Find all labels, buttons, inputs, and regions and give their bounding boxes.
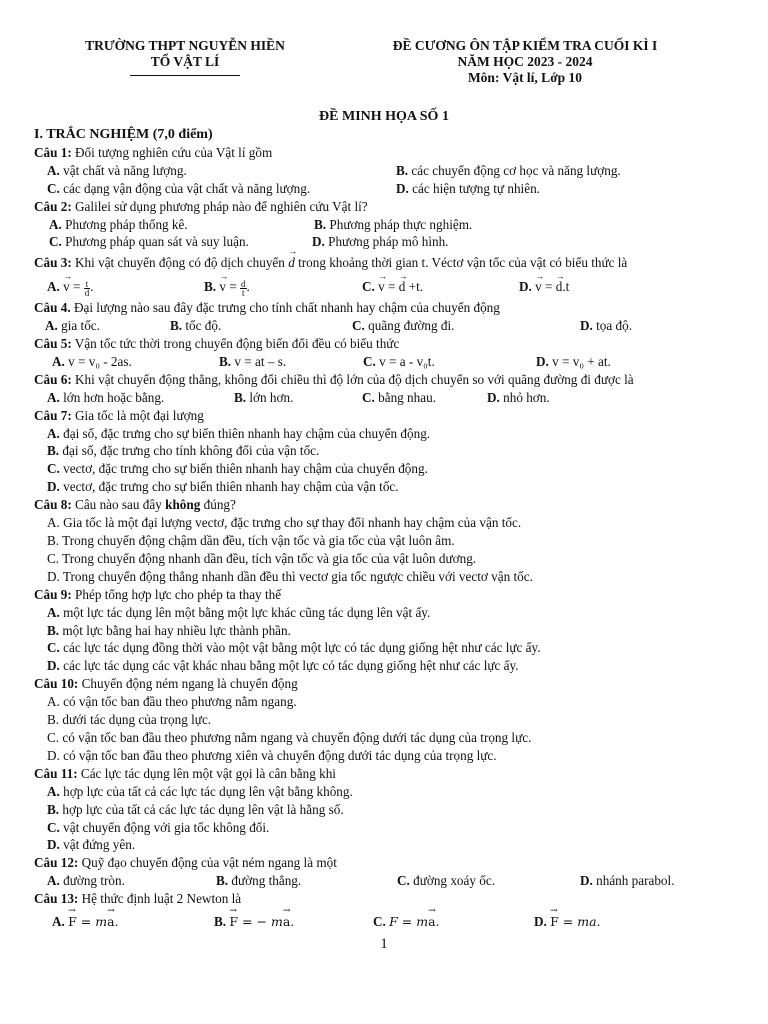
option-b (234, 389, 293, 407)
exam-title: ĐỀ MINH HỌA SỐ 1 (319, 109, 449, 124)
option-row (34, 910, 734, 934)
question (34, 371, 734, 389)
question-number: Câu 11: (34, 765, 78, 781)
option-d (536, 353, 611, 371)
option-label: A. (47, 694, 64, 710)
option-a (49, 216, 188, 234)
option-label: A. (47, 515, 64, 531)
option-label: A. (52, 353, 69, 369)
option-label: D. (47, 658, 64, 674)
question (34, 890, 734, 908)
option-label: A. (49, 216, 66, 232)
numerator: d (241, 278, 246, 289)
option-a (34, 604, 734, 622)
option-c (362, 389, 436, 407)
option-text: Gia tốc là một đại lượng vectơ, đặc trưng cho sự thay đổi nhanh hay chậm của vận tốc. (63, 515, 522, 531)
option-text: +t. (405, 279, 424, 295)
velocity-symbol: → v (535, 278, 542, 296)
option-b (314, 216, 472, 234)
option-text: . (114, 914, 119, 930)
option-label: B. (216, 873, 232, 889)
question-text-cont: đúng? (200, 497, 236, 513)
option-text: v = at – s. (234, 353, 287, 369)
page-number: 1 (380, 936, 388, 952)
option-d (396, 180, 540, 198)
option-label: B. (314, 216, 330, 232)
option-label: D. (47, 747, 64, 763)
option-label: B. (396, 162, 412, 178)
option-label: C. (373, 914, 390, 930)
question (34, 144, 734, 162)
option-label: B. (204, 279, 220, 295)
option-text: dưới tác dụng của trọng lực. (62, 712, 212, 728)
option-d (34, 478, 734, 496)
question-text: Galilei sử dụng phương pháp nào để nghiên cứu Vật lí? (71, 198, 368, 214)
option-text: F = m (389, 914, 429, 930)
velocity-symbol: → v (219, 278, 226, 296)
question-number: Câu 4. (34, 300, 71, 316)
option-text: đại số, đặc trưng cho tính không đổi của vận tốc. (62, 443, 320, 459)
option-text: = (225, 279, 241, 295)
option-text: Trong chuyển động chậm dần đều, tích vận tốc và gia tốc của vật luôn âm. (62, 533, 455, 549)
option-text: vectơ, đặc trưng cho sự biến thiên nhanh hay chậm của chuyển động. (63, 461, 428, 477)
question (34, 335, 734, 353)
option-label: B. (234, 389, 250, 405)
question (34, 407, 734, 425)
header-right (335, 38, 715, 86)
option-label: C. (47, 640, 64, 656)
option-c (352, 317, 454, 335)
option-text: . (246, 279, 250, 295)
option-c (34, 460, 734, 478)
option-a (34, 783, 734, 801)
section-heading: I. TRẮC NGHIỆM (7,0 điểm) (34, 127, 213, 142)
question-text: Phép tổng hợp lực cho phép ta thay thế (71, 586, 282, 602)
question-text: Chuyển động ném ngang là chuyển động (78, 676, 298, 692)
option-label: B. (47, 712, 63, 728)
option-text: tốc độ. (185, 318, 222, 334)
option-c (34, 819, 734, 837)
option-label: B. (47, 801, 63, 817)
option-label: D. (312, 234, 329, 250)
question (34, 496, 734, 514)
option-row (34, 317, 734, 335)
option-a (34, 514, 734, 532)
option-label: C. (362, 279, 379, 295)
question-number: Câu 7: (34, 407, 72, 423)
velocity-symbol: → v (378, 278, 385, 296)
option-c (362, 278, 423, 296)
option-label: D. (396, 180, 413, 196)
option-label: C. (397, 873, 414, 889)
option-text: . (290, 914, 295, 930)
option-d (34, 568, 734, 586)
option-a (34, 693, 734, 711)
option-label: A. (47, 873, 64, 889)
option-label: C. (47, 819, 64, 835)
question (34, 586, 734, 604)
option-text: Trong chuyển động nhanh dần đều, tích vận tốc và gia tốc của vật luôn dương. (62, 550, 477, 566)
option-b (34, 801, 734, 819)
option-text: . (90, 279, 94, 295)
department-name: TỔ VẬT LÍ (150, 54, 220, 69)
option-label: B. (47, 443, 63, 459)
option-label: D. (534, 914, 551, 930)
option-a (47, 278, 94, 296)
option-text: vật chất và năng lượng. (63, 162, 187, 178)
question-text: Gia tốc là một đại lượng (71, 407, 204, 423)
option-a (52, 353, 132, 371)
option-text: Phương pháp quan sát và suy luận. (65, 234, 249, 250)
option-text: các chuyển động cơ học và năng lượng. (411, 162, 621, 178)
option-label: D. (47, 479, 64, 495)
option-b (216, 872, 301, 890)
option-text: = (384, 279, 399, 295)
option-text: nhỏ hơn. (503, 389, 550, 405)
question (34, 854, 734, 872)
option-a (45, 317, 100, 335)
question (34, 675, 734, 693)
question (34, 198, 734, 216)
option-label: C. (49, 234, 66, 250)
option-text: các hiện tượng tự nhiên. (412, 180, 540, 196)
question-number: Câu 12: (34, 855, 79, 871)
option-d (487, 389, 550, 407)
option-a (47, 389, 164, 407)
option-c (373, 913, 440, 931)
option-text: vectơ, đặc trưng cho sự biến thiên nhanh hay chậm của vận tốc. (63, 479, 399, 495)
acceleration-symbol: → a (283, 913, 290, 931)
option-label: A. (47, 279, 64, 295)
document-title: ĐỀ CƯƠNG ÔN TẬP KIỂM TRA CUỐI KÌ I (392, 38, 658, 53)
option-d (580, 872, 675, 890)
option-label: D. (47, 837, 64, 853)
denominator: t (242, 287, 245, 298)
option-b (34, 442, 734, 460)
option-text: nhánh parabol. (596, 873, 675, 889)
option-text: một lực bằng hai hay nhiều lực thành phần. (62, 622, 291, 638)
question-text: Đại lượng nào sau đây đặc trưng cho tính chất nhanh hay chậm của chuyển động (70, 300, 500, 316)
option-label: C. (47, 729, 63, 745)
question-text: Khi vật chuyển động thẳng, không đổi chiều thì độ lớn của độ dịch chuyển so với quãng đường đi được là (71, 371, 634, 387)
force-symbol: → F (550, 913, 559, 931)
numerator: t (85, 278, 89, 289)
subject-line: Môn: Vật lí, Lớp 10 (467, 70, 583, 85)
option-label: B. (170, 318, 186, 334)
option-text: bằng nhau. (378, 389, 436, 405)
acceleration-symbol: → a (107, 913, 114, 931)
option-label: C. (47, 550, 63, 566)
option-text: có vận tốc ban đầu theo phương xiên và chuyển động dưới tác dụng của trọng lực. (63, 747, 497, 763)
question-number: Câu 10: (34, 676, 79, 692)
displacement-vector-symbol: → d (288, 254, 295, 272)
option-label: D. (487, 389, 504, 405)
option-label: A. (47, 162, 64, 178)
option-d (34, 747, 734, 765)
question-text: Quỹ đạo chuyển động của vật ném ngang là một (78, 855, 337, 871)
option-c (49, 233, 249, 251)
option-text: Phương pháp mô hình. (328, 234, 449, 250)
option-text: v = v₀ + at. (552, 353, 611, 369)
acceleration-symbol: → a (428, 913, 435, 931)
option-text: Phương pháp thống kê. (65, 216, 188, 232)
question-text: Đối tượng nghiên cứu của Vật lí gồm (71, 145, 273, 160)
denominator: d (84, 287, 90, 298)
question-number: Câu 3: (34, 255, 72, 271)
option-text: đường tròn. (63, 873, 125, 889)
option-text: các dạng vận động của vật chất và năng lượng. (63, 180, 311, 196)
option-label: B. (214, 914, 230, 930)
option-label: B. (47, 533, 63, 549)
question (34, 299, 734, 317)
option-text: = m (76, 914, 108, 930)
option-text: các lực tác dụng đồng thời vào một vật bằng một lực có tác dụng giống hệt như các lực ấy. (63, 640, 541, 656)
option-c (47, 180, 310, 198)
option-label: B. (47, 622, 63, 638)
question-text: Câu nào sau đây (71, 497, 166, 513)
option-text: có vận tốc ban đầu theo phương nằm ngang và chuyển động dưới tác dụng của trọng lực. (62, 729, 532, 745)
option-text: tọa độ. (596, 318, 633, 334)
question-text: Các lực tác dụng lên một vật gọi là cân bằng khi (77, 765, 336, 781)
option-row (34, 180, 734, 198)
question-number: Câu 5: (34, 336, 72, 352)
option-text: hợp lực của tất cả các lực tác dụng lên vật bằng không. (63, 783, 353, 799)
option-d (34, 657, 734, 675)
force-symbol: → F (68, 913, 77, 931)
option-text: Trong chuyển động thẳng nhanh dần đều thì vectơ gia tốc ngược chiều với vectơ vận tốc. (62, 568, 533, 584)
option-text: vật đứng yên. (63, 837, 136, 853)
option-c (34, 550, 734, 568)
option-a (47, 162, 187, 180)
option-text: đường xoáy ốc. (413, 873, 495, 889)
school-year: NĂM HỌC 2023 - 2024 (457, 54, 593, 69)
option-label: B. (219, 353, 235, 369)
option-text: Phương pháp thực nghiệm. (329, 216, 473, 232)
question-number: Câu 8: (34, 497, 72, 513)
question-number: Câu 9: (34, 586, 72, 602)
question-text: Hệ thức định luật 2 Newton là (78, 891, 242, 907)
question-emphasis: không (165, 497, 201, 513)
option-label: D. (536, 353, 553, 369)
question-number: Câu 1: (34, 145, 72, 160)
option-label: C. (47, 461, 64, 477)
option-text: .t (562, 279, 570, 295)
displacement-symbol: → d (556, 278, 563, 296)
option-label: C. (352, 318, 369, 334)
question-text-cont: trong khoảng thời gian t. Véctơ vận tốc của vật có biểu thức là (294, 255, 628, 271)
option-a (47, 872, 125, 890)
option-c (363, 353, 435, 371)
option-text: đại số, đặc trưng cho sự biến thiên nhanh hay chậm của chuyển động. (63, 425, 431, 441)
option-label: A. (47, 389, 64, 405)
velocity-symbol: → v (63, 278, 70, 296)
displacement-symbol: → d (399, 278, 406, 296)
option-text: hợp lực của tất cả các lực tác dụng lên vật là hằng số. (62, 801, 344, 817)
option-text: = ma. (558, 914, 601, 930)
option-label: C. (47, 180, 64, 196)
option-b (219, 353, 286, 371)
option-label: D. (580, 318, 597, 334)
option-b (34, 622, 734, 640)
option-text: vật chuyển động với gia tốc không đổi. (63, 819, 270, 835)
header-left (60, 38, 310, 76)
option-c (34, 639, 734, 657)
option-c (34, 729, 734, 747)
option-text: một lực tác dụng lên một bằng một lực khác cũng tác dụng lên vật ấy. (63, 604, 431, 620)
option-text: các lực tác dụng các vật khác nhau bằng một lực có tác dụng giống hệt như các lực ấy. (63, 658, 519, 674)
option-b (214, 913, 294, 931)
option-text: . (435, 914, 440, 930)
option-d (34, 836, 734, 854)
option-row (34, 389, 734, 407)
question-text: Vận tốc tức thời trong chuyển động biến đổi đều có biểu thức (71, 336, 400, 352)
option-label: A. (47, 783, 64, 799)
option-label: D. (580, 873, 597, 889)
question-number: Câu 6: (34, 371, 72, 387)
option-text: quãng đường đi. (368, 318, 455, 334)
option-text: v = v₀ - 2as. (68, 353, 132, 369)
option-b (170, 317, 221, 335)
question-text: Khi vật chuyển động có độ dịch chuyển (71, 255, 289, 271)
question (34, 765, 734, 783)
option-row (34, 233, 734, 251)
option-text: v = a - v₀t. (379, 353, 435, 369)
option-a (34, 425, 734, 443)
option-label: A. (47, 604, 64, 620)
option-text: đường thẳng. (231, 873, 302, 889)
question-number: Câu 2: (34, 198, 72, 214)
option-row (34, 353, 734, 371)
option-label: D. (47, 568, 63, 584)
option-text: có vận tốc ban đầu theo phương nằm ngang. (63, 694, 297, 710)
option-label: C. (363, 353, 380, 369)
option-text: = − m (238, 914, 283, 930)
option-label: A. (52, 914, 69, 930)
option-text: = (69, 279, 84, 295)
option-row (34, 162, 734, 180)
option-label: C. (362, 389, 379, 405)
question-list (34, 125, 734, 934)
option-d (312, 233, 448, 251)
option-b (396, 162, 621, 180)
option-b (34, 532, 734, 550)
force-symbol: → F (229, 913, 238, 931)
option-text: = (541, 279, 556, 295)
option-label: D. (519, 279, 536, 295)
question-number: Câu 13: (34, 891, 79, 907)
option-text: lớn hơn. (249, 389, 294, 405)
option-row (34, 275, 734, 299)
option-d (519, 278, 569, 296)
option-c (397, 872, 495, 890)
option-a (52, 913, 119, 931)
option-b (204, 278, 250, 296)
option-text: lớn hơn hoặc bằng. (63, 389, 165, 405)
option-text: gia tốc. (61, 318, 100, 334)
option-label: A. (47, 425, 64, 441)
option-row (34, 872, 734, 890)
header-underline (130, 75, 240, 76)
option-d (534, 913, 601, 931)
option-d (580, 317, 632, 335)
option-label: A. (45, 318, 62, 334)
option-row (34, 216, 734, 234)
school-name: TRƯỜNG THPT NGUYỄN HIỀN (85, 38, 285, 53)
option-b (34, 711, 734, 729)
